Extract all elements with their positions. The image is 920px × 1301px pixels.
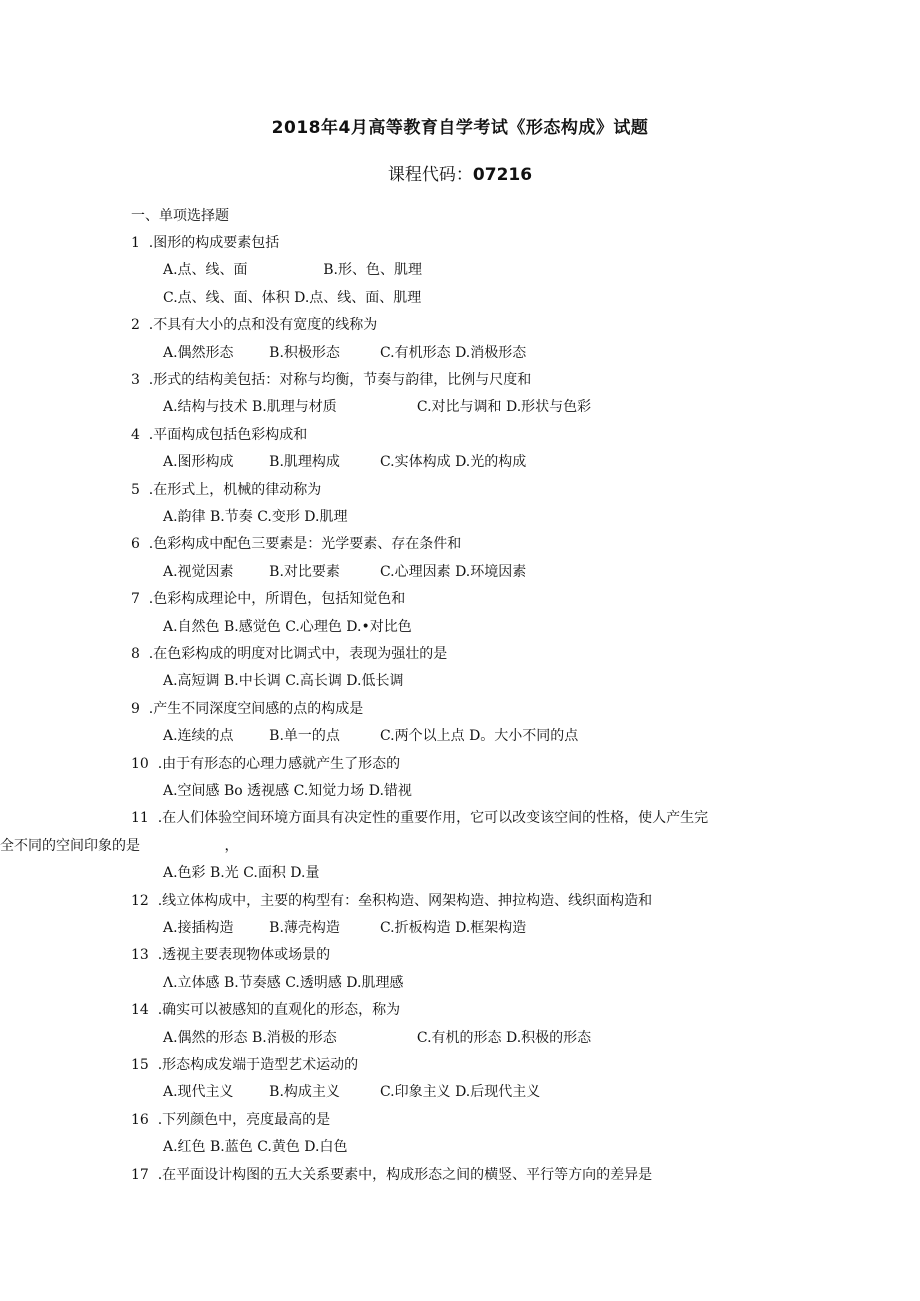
question-stem: 13 .透视主要表现物体或场景的 [131, 947, 331, 964]
answer-options: A.图形构成 B.肌理构成 C.实体构成 D.光的构成 [163, 454, 527, 471]
answer-options: A.自然色 B.感觉色 C.心理色 D.•对比色 [163, 618, 412, 635]
answer-options: A.高短调 B.中长调 C.高长调 D.低长调 [163, 673, 404, 690]
answer-options: A.接插构造 B.薄壳构造 C.折板构造 D.框架构造 [163, 920, 527, 936]
question-stem: 15 .形态构成发端于造型艺术运动的 [131, 1057, 359, 1073]
answer-options: A.点、线、面 B.形、色、肌理 [163, 262, 422, 279]
course-code-value: 07216 [472, 165, 533, 185]
question-stem: 10 .由于有形态的心理力感就产生了形态的 [131, 755, 401, 772]
question-stem: 5 .在形式上，机械的律动称为 [131, 481, 322, 498]
question-stem: 8 .在色彩构成的明度对比调式中，表现为强壮的是 [131, 646, 448, 662]
answer-options: Λ.立体感 B.节奏感 C.透明感 D.肌理感 [163, 974, 404, 991]
question-stem: 2 .不具有大小的点和没有宽度的线称为 [131, 317, 378, 334]
question-stem: 6 .色彩构成中配色三要素是：光学要素、存在条件和 [131, 536, 462, 553]
question-stem: 11 .在人们体验空间环境方面具有决定性的重要作用，它可以改变该空间的性格，使人产生完 [131, 810, 709, 827]
answer-options: A.韵律 B.节奏 C.变形 D.肌理 [163, 509, 348, 525]
answer-options: A.现代主义 B.构成主义 C.印象主义 D.后现代主义 [163, 1084, 541, 1101]
question-stem: 17 .在平面设计构图的五大关系要素中，构成形态之间的横竖、平行等方向的差异是 [131, 1166, 653, 1183]
question-stem: 3 .形式的结构美包括：对称与均衡，节奏与韵律，比例与尺度和 [131, 372, 532, 388]
question-stem: 7 .色彩构成理论中，所谓色，包括知觉色和 [131, 591, 406, 608]
answer-options: A.结构与技术 B.肌理与材质 C.对比与调和 D.形状与色彩 [163, 399, 592, 416]
answer-options: A.偶然形态 B.积极形态 C.有机形态 D.消极形态 [163, 344, 527, 361]
question-continuation: 全不同的空间印象的是 ， [0, 837, 239, 854]
course-code [0, 160, 920, 185]
answer-options: A.视觉因素 B.对比要素 C.心理因素 D.环境因素 [163, 563, 527, 580]
answer-options: A.连续的点 B.单一的点 C.两个以上点 D。大小不同的点 [163, 728, 579, 745]
question-stem: 9 .产生不同深度空间感的点的构成是 [131, 700, 364, 717]
document-title: 2018年4月高等教育自学考试《形态构成》试题 [271, 118, 649, 138]
question-stem: 14 .确实可以被感知的直观化的形态，称为 [131, 1002, 401, 1019]
answer-options: A.空间感 Bo 透视感 C.知觉力场 D.错视 [163, 783, 412, 799]
question-stem: 16 .下列颜色中，亮度最高的是 [131, 1111, 331, 1128]
question-stem: 4 .平面构成包括色彩构成和 [131, 426, 308, 443]
answer-options: A.色彩 B.光 C.面积 D.量 [163, 865, 320, 882]
course-code-label: 课程代码： [387, 165, 473, 185]
answer-options: A.红色 B.蓝色 C.黄色 D.白色 [163, 1139, 348, 1156]
answer-options: A.偶然的形态 B.消极的形态 C.有机的形态 D.积极的形态 [163, 1029, 592, 1046]
question-stem: 12 .线立体构成中，主要的构型有：垒积构造、网架构造、抻拉构造、线织面构造和 [131, 892, 653, 909]
answer-options: C.点、线、面、体积 D.点、线、面、肌理 [163, 289, 422, 306]
section-heading: 一、单项选择题 [131, 208, 229, 224]
question-stem: 1 .图形的构成要素包括 [131, 235, 280, 251]
